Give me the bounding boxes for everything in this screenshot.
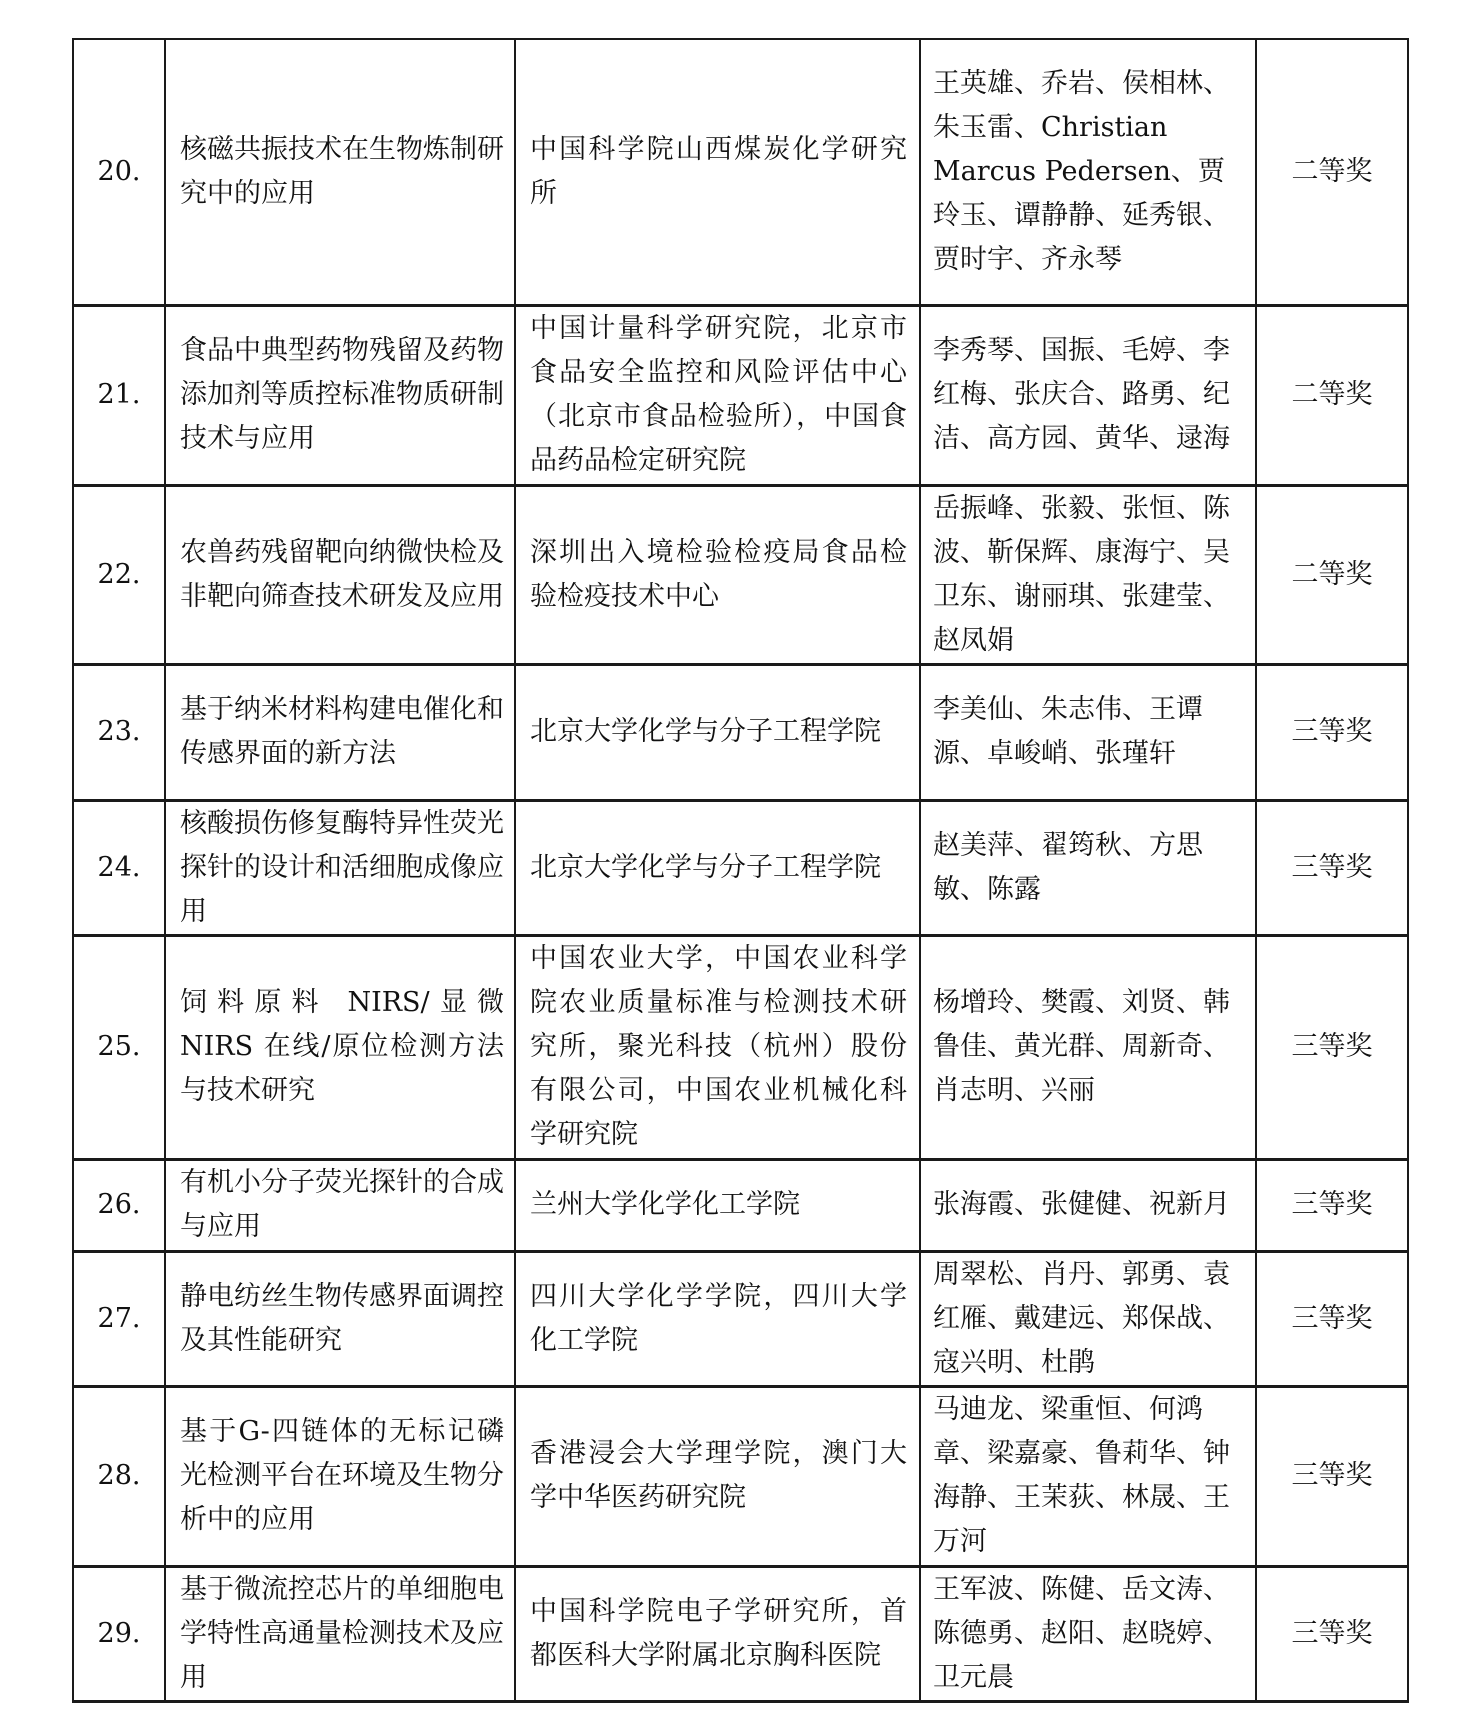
table-row — [73, 935, 1408, 1159]
row-number: 25. — [73, 935, 165, 1159]
participants: 张海霞、张健健、祝新月 — [920, 1159, 1256, 1251]
table-row — [73, 1386, 1408, 1566]
project-title: 基于纳米材料构建电催化和传感界面的新方法 — [165, 664, 515, 800]
organization: 中国农业大学，中国农业科学院农业质量标准与检测技术研究所，聚光科技（杭州）股份有限公司，中国农业机械化科学研究院 — [515, 935, 920, 1159]
awards-table — [72, 38, 1409, 1703]
participants: 杨增玲、樊霞、刘贤、韩鲁佳、黄光群、周新奇、肖志明、兴丽 — [920, 935, 1256, 1159]
award-level: 三等奖 — [1256, 664, 1408, 800]
award-level: 三等奖 — [1256, 1159, 1408, 1251]
project-title: 核磁共振技术在生物炼制研究中的应用 — [165, 39, 515, 305]
project-title: 核酸损伤修复酶特异性荧光探针的设计和活细胞成像应用 — [165, 800, 515, 935]
row-number: 29. — [73, 1566, 165, 1701]
row-number: 22. — [73, 485, 165, 664]
organization: 北京大学化学与分子工程学院 — [515, 800, 920, 935]
table-row — [73, 485, 1408, 664]
participants: 李美仙、朱志伟、王谭源、卓峻峭、张瑾轩 — [920, 664, 1256, 800]
organization: 中国计量科学研究院，北京市食品安全监控和风险评估中心（北京市食品检验所），中国食品药品检定研究院 — [515, 305, 920, 485]
project-title: 基于微流控芯片的单细胞电学特性高通量检测技术及应用 — [165, 1566, 515, 1701]
row-number: 26. — [73, 1159, 165, 1251]
organization: 北京大学化学与分子工程学院 — [515, 664, 920, 800]
organization: 中国科学院山西煤炭化学研究所 — [515, 39, 920, 305]
organization: 兰州大学化学化工学院 — [515, 1159, 920, 1251]
project-title: 食品中典型药物残留及药物添加剂等质控标准物质研制技术与应用 — [165, 305, 515, 485]
row-number: 27. — [73, 1251, 165, 1386]
participants: 马迪龙、梁重恒、何鸿章、梁嘉豪、鲁莉华、钟海静、王茉荻、林晟、王万河 — [920, 1386, 1256, 1566]
row-number: 28. — [73, 1386, 165, 1566]
award-level: 二等奖 — [1256, 305, 1408, 485]
award-level: 三等奖 — [1256, 1566, 1408, 1701]
award-level: 三等奖 — [1256, 935, 1408, 1159]
participants: 王军波、陈健、岳文涛、陈德勇、赵阳、赵晓婷、卫元晨 — [920, 1566, 1256, 1701]
table-row — [73, 39, 1408, 305]
project-title: 静电纺丝生物传感界面调控及其性能研究 — [165, 1251, 515, 1386]
row-number: 21. — [73, 305, 165, 485]
organization: 香港浸会大学理学院，澳门大学中华医药研究院 — [515, 1386, 920, 1566]
award-level: 二等奖 — [1256, 39, 1408, 305]
participants: 周翠松、肖丹、郭勇、袁红雁、戴建远、郑保战、寇兴明、杜鹃 — [920, 1251, 1256, 1386]
participants: 李秀琴、国振、毛婷、李红梅、张庆合、路勇、纪洁、高方园、黄华、逯海 — [920, 305, 1256, 485]
award-level: 三等奖 — [1256, 800, 1408, 935]
participants: 王英雄、乔岩、侯相林、朱玉雷、Christian Marcus Pedersen、贾玲玉、谭静静、延秀银、贾时宇、齐永琴 — [920, 39, 1256, 305]
award-level: 三等奖 — [1256, 1251, 1408, 1386]
row-number: 20. — [73, 39, 165, 305]
row-number: 23. — [73, 664, 165, 800]
table-row — [73, 1159, 1408, 1251]
organization: 四川大学化学学院，四川大学化工学院 — [515, 1251, 920, 1386]
organization: 中国科学院电子学研究所，首都医科大学附属北京胸科医院 — [515, 1566, 920, 1701]
row-number: 24. — [73, 800, 165, 935]
table-row — [73, 1566, 1408, 1701]
project-title: 有机小分子荧光探针的合成与应用 — [165, 1159, 515, 1251]
participants: 赵美萍、翟筠秋、方思敏、陈露 — [920, 800, 1256, 935]
table-row — [73, 305, 1408, 485]
project-title: 基于G-四链体的无标记磷光检测平台在环境及生物分析中的应用 — [165, 1386, 515, 1566]
award-level: 二等奖 — [1256, 485, 1408, 664]
table-row — [73, 800, 1408, 935]
project-title: 农兽药残留靶向纳微快检及非靶向筛查技术研发及应用 — [165, 485, 515, 664]
organization: 深圳出入境检验检疫局食品检验检疫技术中心 — [515, 485, 920, 664]
award-level: 三等奖 — [1256, 1386, 1408, 1566]
table-row — [73, 664, 1408, 800]
participants: 岳振峰、张毅、张恒、陈波、靳保辉、康海宁、吴卫东、谢丽琪、张建莹、赵凤娟 — [920, 485, 1256, 664]
project-title: 饲料原料 NIRS/显微 NIRS 在线/原位检测方法与技术研究 — [165, 935, 515, 1159]
table-row — [73, 1251, 1408, 1386]
